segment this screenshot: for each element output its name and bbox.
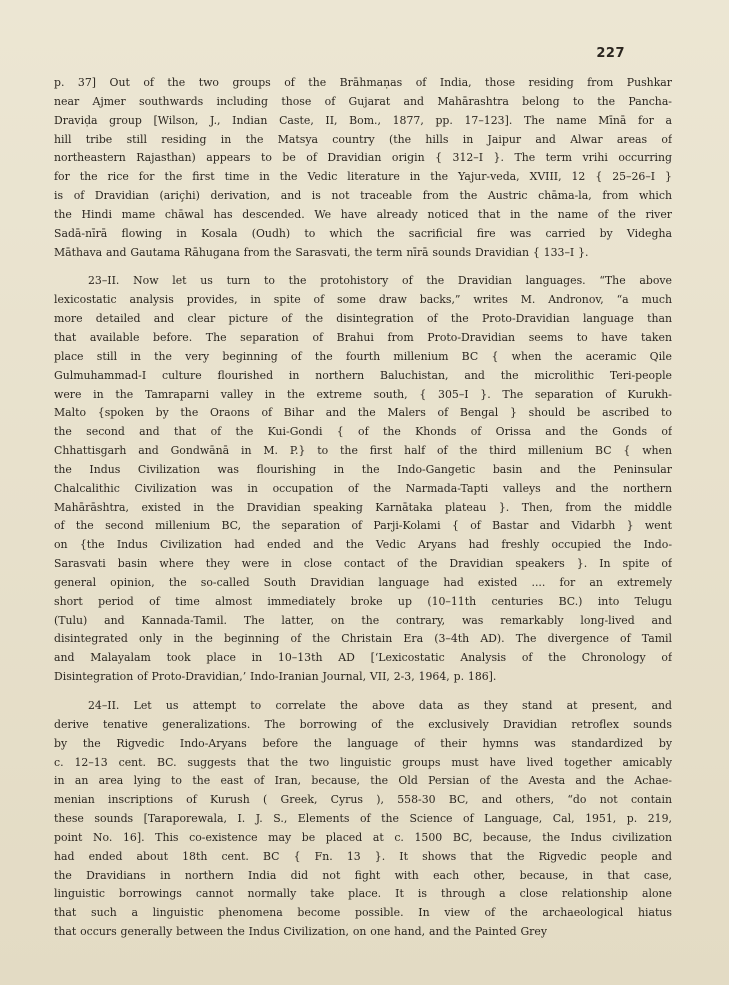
text-line: the Dravidians in northern India did not fight with each other, because, in that case, <box>54 868 672 882</box>
text-line: Sadā-nīrā flowing in Kosala (Oudh) to which the sacrificial fire was carried by Videgha <box>54 226 672 240</box>
text-line: Sarasvati basin where they were in close contact of the Dravidian speakers }. In spite of <box>54 557 672 571</box>
text-line: that such a linguistic phenomena become possible. In view of the archaeological hiatus <box>54 906 672 920</box>
text-line: that available before. The separation of Brahui from Proto-Dravidian seems to have taken <box>54 330 672 344</box>
text-line: (Tulu) and Kannada-Tamil. The latter, on the contrary, was remarkably long-lived and <box>54 613 672 627</box>
paragraph-gap <box>54 687 672 697</box>
text-line: is of Dravidian (ariçhi) derivation, and is not traceable from the Austric chāma-la, from which <box>54 189 672 203</box>
text-line: Draviḍa group [Wilson, J., Indian Caste, II, Bom., 1877, pp. 17–123]. The name Mīnā for a <box>54 113 672 127</box>
text-line: more detailed and clear picture of the disintegration of the Proto-Dravidian language than <box>54 312 672 326</box>
text-line: linguistic borrowings cannot normally take place. It is through a close relationship alone <box>54 887 672 901</box>
paragraph <box>54 272 672 687</box>
text-line: Chhattisgarh and Gondwānā in M. P.} to the first half of the third millenium BC { when <box>54 444 672 458</box>
body-text <box>54 74 672 942</box>
text-line: menian inscriptions of Kurush ( Greek, Cyrus ), 558-30 BC, and others, “do not contain <box>54 793 672 807</box>
text-line: short period of time almost immediately broke up (10–11th centuries BC.) into Telugu <box>54 594 672 608</box>
text-line: near Ajmer southwards including those of Gujarat and Mahārashtra belong to the Pancha- <box>54 94 672 108</box>
paragraph <box>54 697 672 942</box>
text-line: Disintegration of Proto-Dravidian,’ Indo-Iranian Journal, VII, 2-3, 1964, p. 186]. <box>54 670 497 684</box>
page-number: 227 <box>596 46 625 61</box>
text-line: on {the Indus Civilization had ended and the Vedic Aryans had freshly occupied the Indo- <box>54 538 672 552</box>
text-line: c. 12–13 cent. BC. suggests that the two linguistic groups must have lived together amicably <box>54 755 672 769</box>
text-line: the second and that of the Kui-Gondi { of the Khonds of Orissa and the Gonds of <box>54 425 672 439</box>
text-line: in an area lying to the east of Iran, because, the Old Persian of the Avesta and the Achae- <box>54 774 672 788</box>
paragraph <box>54 74 672 262</box>
text-line: had ended about 18th cent. BC { Fn. 13 }. It shows that the Rigvedic people and <box>54 849 672 863</box>
paragraph-gap <box>54 262 672 272</box>
text-line: for the rice for the first time in the Vedic literature in the Yajur-veda, XVIII, 12 { 25–26–I } <box>54 170 672 184</box>
text-line: general opinion, the so-called South Dravidian language had existed .... for an extremely <box>54 575 672 589</box>
text-line: Chalcalithic Civilization was in occupation of the Narmada-Tapti valleys and the northern <box>54 481 672 495</box>
text-line: 23–II. Now let us turn to the protohistory of the Dravidian languages. “The above <box>88 274 672 288</box>
text-line: of the second millenium BC, the separation of Parji-Kolami { of Bastar and Vidarbh } went <box>54 519 672 533</box>
text-line: Malto {spoken by the Oraons of Bihar and the Malers of Bengal } should be ascribed to <box>54 406 672 420</box>
text-line: the Indus Civilization was flourishing in the Indo-Gangetic basin and the Peninsular <box>54 462 672 476</box>
text-line: that occurs generally between the Indus Civilization, on one hand, and the Painted Grey <box>54 925 547 939</box>
text-line: Māthava and Gautama Rāhugana from the Sarasvati, the term nīrā sounds Dravidian { 133–I }. <box>54 245 589 259</box>
text-line: were in the Tamraparni valley in the extreme south, { 305–I }. The separation of Kurukh- <box>54 387 672 401</box>
text-line: disintegrated only in the beginning of the Christain Era (3–4th AD). The divergence of Tamil <box>54 632 672 646</box>
text-line: point No. 16]. This co-existence may be placed at c. 1500 BC, because, the Indus civilization <box>54 830 672 844</box>
text-line: derive tenative generalizations. The borrowing of the exclusively Dravidian retroflex sounds <box>54 717 672 731</box>
text-line: lexicostatic analysis provides, in spite of some draw backs,” writes M. Andronov, “a much <box>54 293 672 307</box>
text-line: Mahārāshtra, existed in the Dravidian speaking Karnātaka plateau }. Then, from the middle <box>54 500 672 514</box>
text-line: p. 37] Out of the two groups of the Brāhmaṇas of India, those residing from Pushkar <box>54 76 672 89</box>
text-line: Gulmuhammad-I culture flourished in northern Baluchistan, and the microlithic Teri-people <box>54 368 672 382</box>
text-line: 24–II. Let us attempt to correlate the above data as they stand at present, and <box>88 699 672 712</box>
text-line: these sounds [Taraporewala, I. J. S., Elements of the Science of Language, Cal, 1951, p. 219, <box>54 812 672 826</box>
text-line: place still in the very beginning of the fourth millenium BC { when the aceramic Qile <box>54 349 672 363</box>
text-line: hill tribe still residing in the Matsya country (the hills in Jaipur and Alwar areas of <box>54 132 672 146</box>
text-line: and Malayalam took place in 10–13th AD [‘Lexicostatic Analysis of the Chronology of <box>54 651 672 665</box>
text-line: by the Rigvedic Indo-Aryans before the language of their hymns was standardized by <box>54 736 672 750</box>
text-line: the Hindi mame chāwal has descended. We have already noticed that in the name of the river <box>54 207 672 221</box>
text-line: northeastern Rajasthan) appears to be of Dravidian origin { 312–I }. The term vrihi occurring <box>54 151 672 165</box>
